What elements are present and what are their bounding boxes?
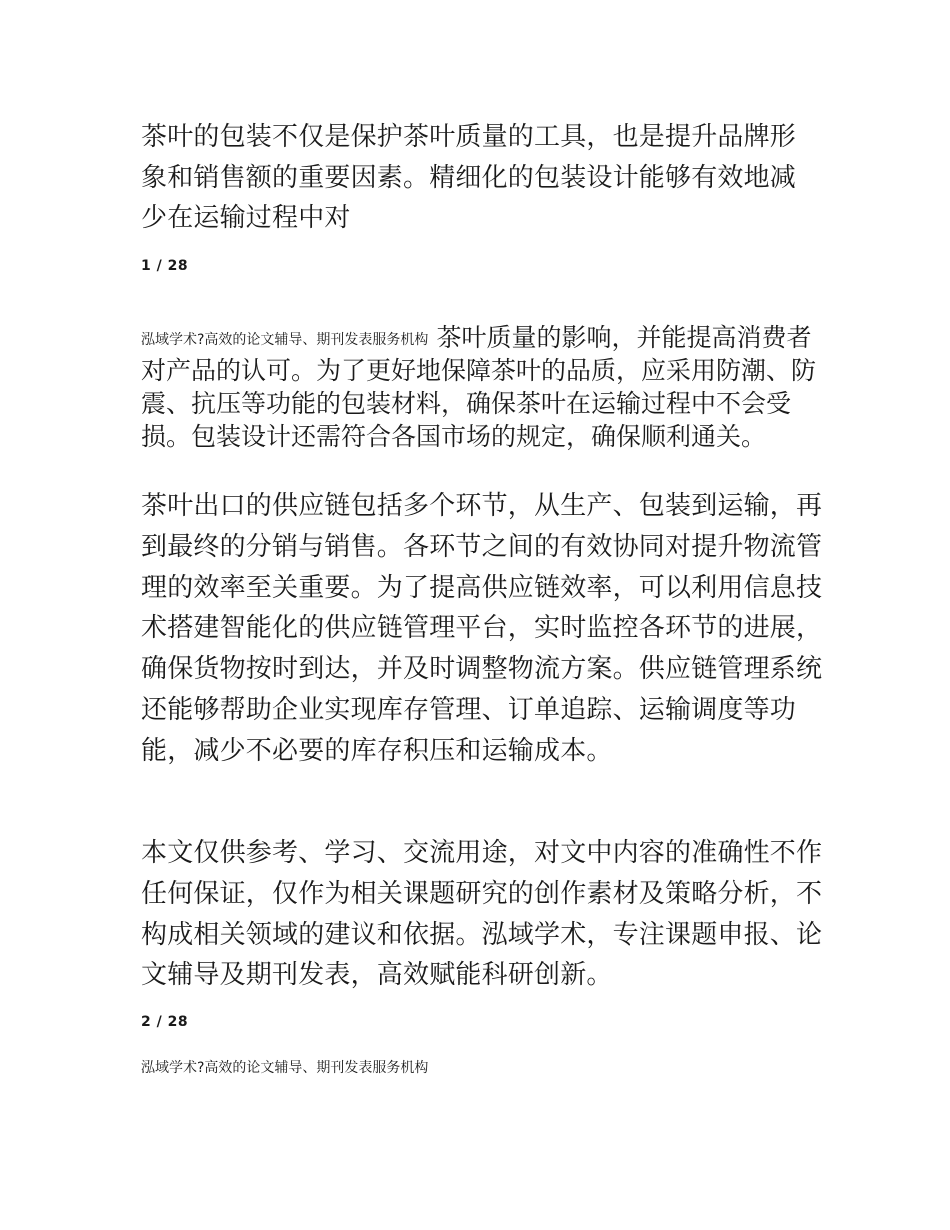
paragraph-packaging-intro: 茶叶的包装不仅是保护茶叶质量的工具，也是提升品牌形象和销售额的重要因素。精细化的包装设计能够有效地减少在运输过程中对: [141, 122, 797, 233]
paragraph-supply-chain: 茶叶出口的供应链包括多个环节，从生产、包装到运输，再到最终的分销与销售。各环节之间的有效协同对提升物流管理的效率至关重要。为了提高供应链效率，可以利用信息技术搭建智能化的供应链管理平台，实时监控各环节的进展，确保货物按时到达，并及时调整物流方案。供应链管理系统还能够帮助企业实现库存管理、订单追踪、运输调度等功能，减少不必要的库存积压和运输成本。: [141, 491, 823, 766]
paragraph-packaging-text: 茶叶质量的影响，并能提高消费者对产品的认可。为了更好地保障茶叶的品质，应采用防潮、防震、抗压等功能的包装材料，确保茶叶在运输过程中不会受损。包装设计还需符合各国市场的规定，确保顺利通关。: [141, 323, 817, 451]
page-number-2: 2 / 28: [141, 1014, 189, 1030]
running-header-next-page: 泓域学术?高效的论文辅导、期刊发表服务机构: [141, 1060, 429, 1076]
running-header: 泓域学术?高效的论文辅导、期刊发表服务机构: [141, 332, 429, 348]
paragraph-disclaimer: 本文仅供参考、学习、交流用途，对文中内容的准确性不作任何保证，仅作为相关课题研究的创作素材及策略分析，不构成相关领域的建议和依据。泓域学术，专注课题申报、论文辅导及期刊发表，高效赋能科研创新。: [141, 838, 823, 991]
page-number-1: 1 / 28: [141, 258, 189, 274]
paragraph-packaging-continued: [141, 321, 831, 453]
